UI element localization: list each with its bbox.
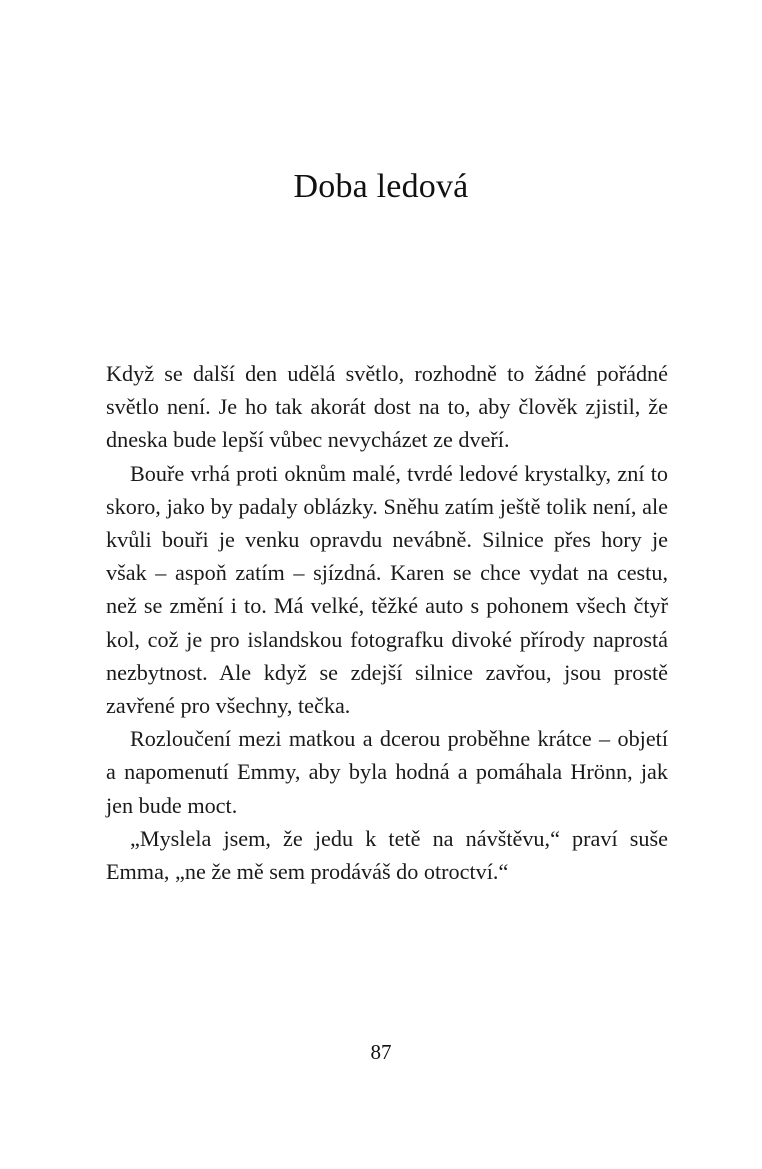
page-number: 87 [370,1040,392,1064]
paragraph-2: Bouře vrhá proti oknům malé, tvrdé ledové krystalky, zní to skoro, jako by padaly oblázky. Sněhu zatím ještě tolik není, ale kvůli bouři je venku opravdu nevábně. Silnice přes hory je však – aspoň zatím – sjízdná. Karen se chce vydat na cestu, než se změní i to. Má velké, těžké auto s pohonem všech čtyř kol, což je pro islandskou fotografku divoké přírody naprostá nezbytnost. Ale když se zdejší silnice zavřou, jsou prostě zavřené pro všechny, tečka. [106,460,668,719]
chapter-body [106,357,668,888]
paragraph-4: „Myslela jsem, že jedu k tetě na návštěvu,“ praví suše Emma, „ne že mě sem prodáváš do otroctví.“ [106,825,668,885]
paragraph-1: Když se další den udělá světlo, rozhodně to žádné pořádné světlo není. Je ho tak akorát dost na to, aby člověk zjistil, že dneska bude lepší vůbec nevycházet ze dveří. [106,361,668,453]
paragraph-3: Rozloučení mezi matkou a dcerou proběhne krátce – objetí a napomenutí Emmy, aby byla hodná a pomáhala Hrönn, jak jen bude moct. [106,726,668,818]
chapter-title: Doba ledová [293,168,469,205]
